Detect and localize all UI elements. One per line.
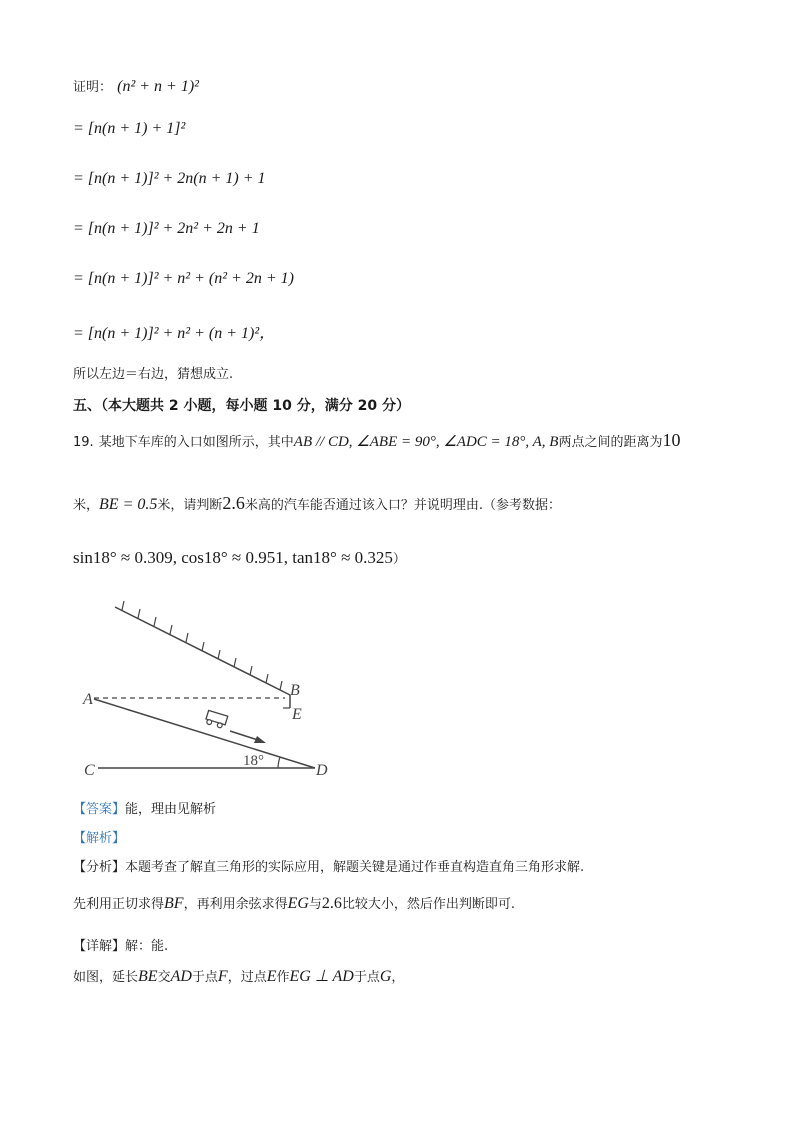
angle-arc	[278, 757, 280, 768]
answer-tag: 【答案】	[73, 802, 126, 817]
section-heading: 五、（本大题共 2 小题，每小题 10 分，满分 20 分）	[73, 398, 410, 414]
proof-label: 证明：	[73, 80, 113, 95]
problem-text-5: 米高的汽车能否通过该入口？并说明理由.（参考数据：	[244, 498, 562, 513]
proof-start-line	[73, 76, 199, 96]
construction-text-7: ，	[391, 970, 405, 985]
method-line	[73, 893, 515, 913]
construction-text-5: 作	[276, 970, 290, 985]
proof-step-2: = [n(n + 1)]² + 2n(n + 1) + 1	[73, 170, 266, 187]
construction-math-eg-perp: EG ⊥ AD	[289, 968, 354, 985]
construction-math-be: BE	[138, 968, 158, 985]
construction-math-ad: AD	[170, 968, 192, 985]
car-icon	[205, 710, 228, 729]
method-text-2: ，再利用余弦求得	[183, 897, 288, 912]
answer-line	[73, 798, 216, 817]
construction-text-6: 于点	[353, 970, 380, 985]
label-c: C	[84, 762, 95, 779]
problem-value-distance: 10	[662, 430, 681, 450]
method-text-4: 比较大小，然后作出判断即可.	[341, 897, 516, 912]
ramp-ad	[94, 699, 315, 768]
problem-reference-data: sin18° ≈ 0.309, cos18° ≈ 0.951, tan18° ≈ 0.325	[73, 548, 393, 567]
problem-close-paren: ）	[392, 552, 406, 567]
problem-math-1: AB // CD, ∠ABE = 90°, ∠ADC = 18°, A, B	[293, 434, 559, 450]
problem-value-height: 2.6	[222, 493, 245, 513]
problem-text-4: 米，请判断	[157, 498, 223, 513]
arrow-head	[254, 736, 266, 743]
proof-step-5: = [n(n + 1)]² + n² + (n + 1)²，	[73, 325, 276, 342]
construction-text-2: 交	[157, 970, 171, 985]
analysis-tag: 【解析】	[73, 831, 126, 846]
label-a: A	[83, 691, 93, 708]
construction-text-3: 于点	[191, 970, 218, 985]
proof-start-expr: (n² + n + 1)²	[117, 78, 199, 95]
method-value: 2.6	[321, 895, 342, 912]
problem-text-1: 某地下车库的入口如图所示，其中	[98, 435, 294, 450]
label-e: E	[292, 706, 302, 723]
method-text-1: 先利用正切求得	[73, 897, 165, 912]
geometry-figure	[80, 595, 340, 790]
fenxi-tag: 【分析】	[73, 860, 126, 875]
analysis-line	[73, 827, 125, 846]
problem-number: 19.	[73, 435, 94, 450]
problem-text-3: 米，	[73, 498, 100, 513]
problem-line-3	[73, 548, 406, 568]
construction-math-g: G	[379, 968, 392, 985]
detail-text: 解：能.	[125, 939, 169, 954]
fenxi-text: 本题考查了解直三角形的实际应用，解题关键是通过作垂直构造直角三角形求解.	[125, 860, 585, 875]
construction-math-f: F	[217, 968, 228, 985]
proof-step-1: = [n(n + 1) + 1]²	[73, 120, 186, 137]
label-angle: 18°	[243, 753, 264, 769]
label-d: D	[316, 762, 328, 779]
proof-step-4: = [n(n + 1)]² + n² + (n² + 2n + 1)	[73, 270, 294, 287]
problem-line-1	[73, 430, 681, 451]
construction-text-1: 如图，延长	[73, 970, 139, 985]
construction-text-4: ，过点	[227, 970, 267, 985]
method-text-3: 与	[308, 897, 322, 912]
proof-conclusion: 所以左边＝右边，猜想成立.	[73, 367, 234, 382]
method-math-eg: EG	[287, 895, 309, 912]
label-b: B	[290, 682, 300, 699]
proof-step-3: = [n(n + 1)]² + 2n² + 2n + 1	[73, 220, 260, 237]
problem-text-2: 两点之间的距离为	[558, 435, 663, 450]
direction-arrow	[230, 731, 258, 740]
problem-line-2	[73, 493, 561, 514]
ceiling-hatching	[122, 601, 282, 690]
detail-line	[73, 935, 168, 954]
problem-math-2: BE = 0.5	[99, 496, 158, 513]
fenxi-line	[73, 856, 584, 875]
answer-text: 能，理由见解析	[125, 802, 217, 817]
detail-tag: 【详解】	[73, 939, 126, 954]
construction-math-e: E	[266, 968, 277, 985]
construction-line	[73, 966, 404, 986]
method-math-bf: BF	[164, 895, 184, 912]
